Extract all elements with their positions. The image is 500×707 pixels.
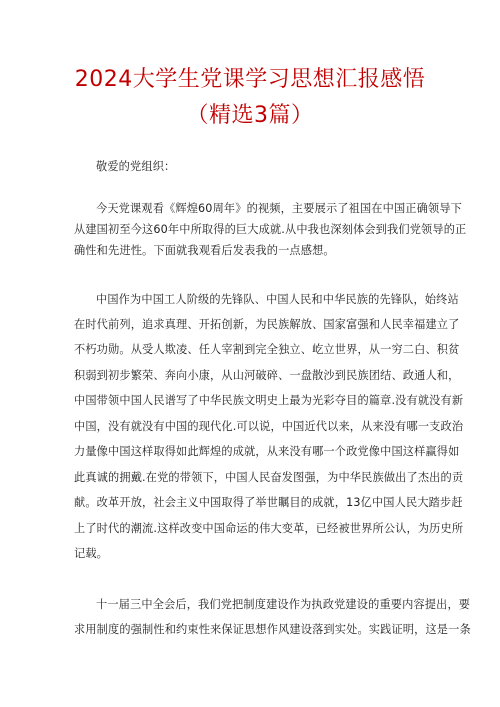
paragraph-3-line: 十一届三中全会后，我们党把制度建设作为执政党建设的重要内容提出，要: [96, 598, 471, 611]
paragraph-2-line: 力量像中国这样取得如此辉煌的成就，从来没有哪一个政党像中国这样赢得如: [74, 445, 460, 458]
paragraph-2-line: 积弱到初步繁荣、奔向小康，从山河破碎、一盘散沙到民族团结、政通人和，: [74, 369, 460, 382]
paragraph-2-line: 记载。: [74, 547, 109, 560]
paragraph-2-line: 中国，没有就没有中国的现代化.可以说，中国近代以来，从来没有哪一支政治: [74, 420, 464, 433]
paragraph-2-line: 在时代前列，追求真理、开拓创新，为民族解放、国家富强和人民幸福建立了: [74, 318, 460, 331]
paragraph-2-line: 献。改革开放，社会主义中国取得了举世瞩目的成就，13亿中国人民大踏步赶: [74, 496, 463, 509]
paragraph-1-line: 从建国初至今这60年中所取得的巨大成就.从中我也深刻体会到我们党领导的正: [74, 223, 467, 236]
document-title: 2024大学生党课学习思想汇报感悟: [74, 67, 426, 92]
salutation: 敬爱的党组织：: [96, 160, 176, 173]
paragraph-2-line: 中国作为中国工人阶级的先锋队、中国人民和中华民族的先锋队，始终站: [96, 293, 459, 306]
paragraph-2-line: 上了时代的潮流.这样改变中国命运的伟大变革，已经被世界所公认，为历史所: [74, 522, 464, 535]
paragraph-2-line: 此真诚的拥戴.在党的带领下，中国人民奋发图强，为中华民族做出了杰出的贡: [74, 471, 464, 484]
paragraph-1-line: 今天党课观看《辉煌60周年》的视频，主要展示了祖国在中国正确领导下: [96, 202, 462, 215]
paragraph-3-line: 求用制度的强制性和约束性来保证思想作风建设落到实处。实践证明，这是一条: [74, 623, 471, 636]
paragraph-2-line: 不朽功勋。从受人欺凌、任人宰割到完全独立、屹立世界，从一穷二白、积贫: [74, 343, 460, 356]
paragraph-1-line: 确性和先进性。下面就我观看后发表我的一点感想。: [74, 244, 335, 257]
paragraph-2-line: 中国带领中国人民谱写了中华民族文明史上最为光彩夺目的篇章.没有就没有新: [74, 394, 464, 407]
document-subtitle: （精选3篇）: [186, 103, 314, 128]
